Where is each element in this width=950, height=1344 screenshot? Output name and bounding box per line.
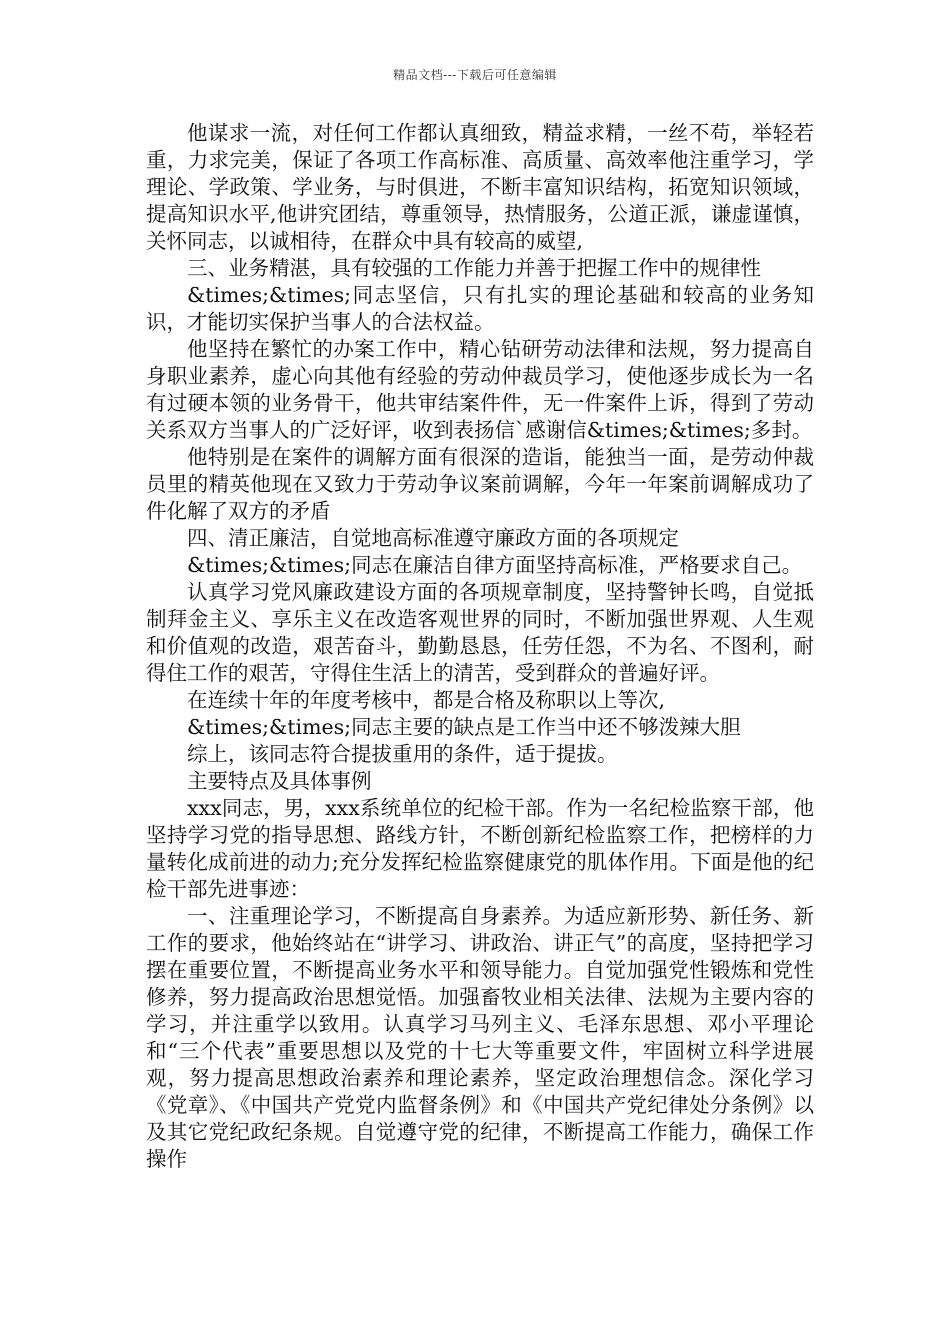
paragraph-5: 他特别是在案件的调解方面有很深的造诣，能独当一面，是劳动仲裁员里的精英他现在又致力于劳动争议案前调解，今年一年案前调解成功了件化解了双方的矛盾: [146, 445, 814, 523]
page-header-note: 精品文档---下载后可任意编辑: [393, 68, 557, 82]
paragraph-13: xxx同志，男，xxx系统单位的纪检干部。作为一名纪检监察干部，他坚持学习党的指导思想、路线方针，不断创新纪检监察工作，把榜样的力量转化成前进的动力;充分发挥纪检监察健康党的肌体作用。下面是他的纪检干部先进事迹：: [146, 796, 814, 901]
paragraph-10: &times;&times;同志主要的缺点是工作当中还不够泼辣大胆: [187, 715, 741, 739]
paragraph-7: &times;&times;同志在廉洁自律方面坚持高标准，严格要求自己。: [187, 553, 803, 577]
paragraph-14: 一、注重理论学习，不断提高自身素养。为适应新形势、新任务、新工作的要求，他始终站在“讲学习、讲政治、讲正气”的高度，坚持把学习摆在重要位置，不断提高业务水平和领导能力。自觉加强党性锻炼和党性修养，努力提高政治思想觉悟。加强畜牧业相关法律、法规为主要内容的学习，并注重学以致用。认真学习马列主义、毛泽东思想、邓小平理论和“三个代表”重要思想以及党的十七大等重要文件，牢固树立科学进展观，努力提高思想政治素养和理论素养，坚定政治理想信念。深化学习《党章》、《中国共产党党内监督条例》和《中国共产党纪律处分条例》以及其它党纪政纪条规。自觉遵守党的纪律，不断提高工作能力，确保工作操作: [146, 904, 814, 1171]
paragraph-4: 他坚持在繁忙的办案工作中，精心钻研劳动法律和法规，努力提高自身职业素养，虚心向其他有经验的劳动仲裁员学习，使他逐步成长为一名有过硬本领的业务骨干，他共审结案件件，无一件案件上诉，得到了劳动关系双方当事人的广泛好评，收到表扬信`感谢信&times;&times;多封。: [146, 337, 814, 442]
document-body: [146, 120, 814, 1173]
paragraph-2: 三、业务精湛，具有较强的工作能力并善于把握工作中的规律性: [187, 256, 761, 280]
paragraph-12: 主要特点及具体事例: [187, 769, 372, 793]
paragraph-11: 综上，该同志符合提拔重用的条件，适于提拔。: [187, 742, 618, 766]
paragraph-9: 在连续十年的年度考核中，都是合格及称职以上等次,: [187, 688, 666, 712]
paragraph-3: &times;&times;同志坚信，只有扎实的理论基础和较高的业务知识，才能切实保护当事人的合法权益。: [146, 283, 814, 334]
paragraph-8: 认真学习党风廉政建设方面的各项规章制度，坚持警钟长鸣，自觉抵制拜金主义、享乐主义在改造客观世界的同时，不断加强世界观、人生观和价值观的改造，艰苦奋斗，勤勤恳恳，任劳任怨，不为名、不图利，耐得住工作的艰苦，守得住生活上的清苦，受到群众的普遍好评。: [146, 580, 814, 685]
paragraph-1: 他谋求一流，对任何工作都认真细致，精益求精，一丝不苟，举轻若重，力求完美，保证了各项工作高标准、高质量、高效率他注重学习，学理论、学政策、学业务，与时俱进，不断丰富知识结构，拓宽知识领域，提高知识水平,他讲究团结，尊重领导，热情服务，公道正派，谦虚谨慎，关怀同志，以诚相待，在群众中具有较高的威望,: [146, 121, 814, 253]
paragraph-6: 四、清正廉洁，自觉地高标准遵守廉政方面的各项规定: [187, 526, 679, 550]
